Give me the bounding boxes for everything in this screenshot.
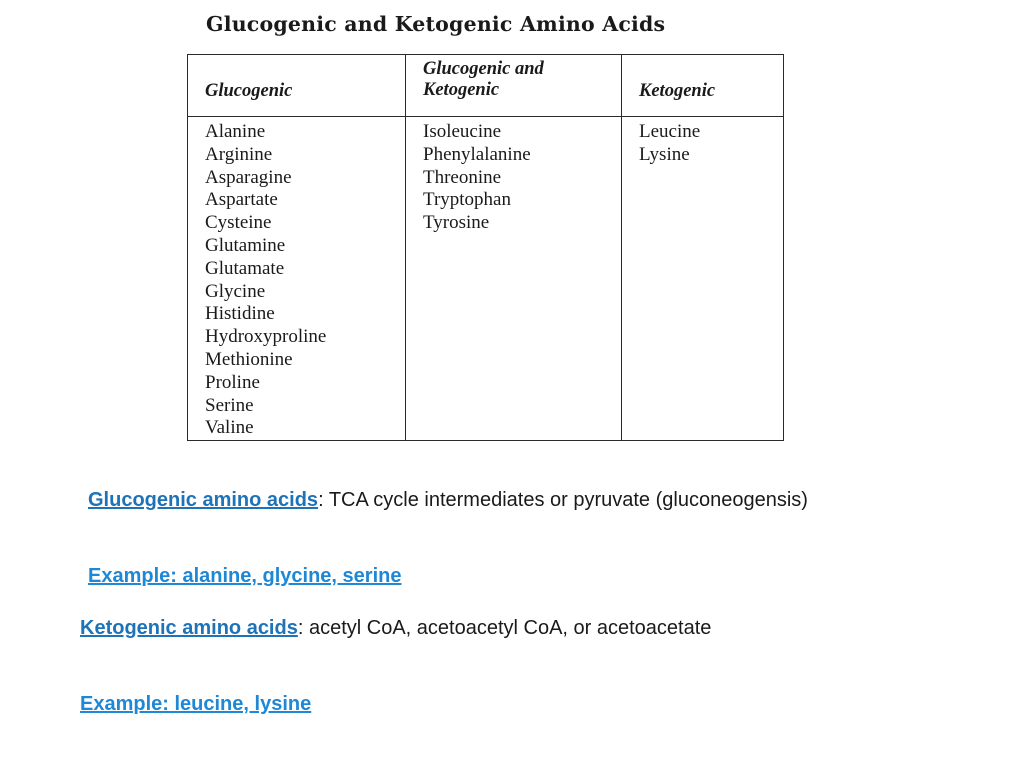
both-acid-item: Tyrosine xyxy=(423,212,490,234)
glucogenic-acid-item: Asparagine xyxy=(205,166,292,188)
cell-ketogenic xyxy=(622,117,784,441)
glucogenic-acid-item: Proline xyxy=(205,371,260,393)
header-glucogenic: Glucogenic xyxy=(188,55,406,117)
table-header-row xyxy=(188,55,784,117)
glucogenic-acid-item: Alanine xyxy=(205,121,266,142)
both-acid-item: Threonine xyxy=(423,166,502,188)
header-both-line2: Ketogenic xyxy=(423,80,500,100)
table-body-row xyxy=(188,117,784,441)
glucogenic-note xyxy=(88,486,848,515)
ketogenic-example-link[interactable]: Example: leucine, lysine xyxy=(80,693,312,715)
glucogenic-example-link[interactable]: Example: alanine, glycine, serine xyxy=(88,565,402,587)
glucogenic-acid-item: Hydroxyproline xyxy=(205,326,327,348)
ketogenic-list xyxy=(639,117,783,167)
ketogenic-note-text: : acetyl CoA, acetoacetyl CoA, or acetoacetate xyxy=(297,617,712,639)
both-acid-item: Tryptophan xyxy=(423,189,511,211)
ketogenic-acid-item: Leucine xyxy=(639,121,701,142)
glucogenic-acid-item: Aspartate xyxy=(205,189,278,211)
header-both-line1: Glucogenic and xyxy=(423,59,544,79)
both-list xyxy=(423,117,621,235)
glucogenic-term-link[interactable]: Glucogenic amino acids xyxy=(88,489,319,511)
glucogenic-acid-item: Valine xyxy=(205,417,254,439)
ketogenic-term-link[interactable]: Ketogenic amino acids xyxy=(80,617,298,639)
glucogenic-acid-item: Serine xyxy=(205,394,254,416)
glucogenic-note-text: : TCA cycle intermediates or pyruvate (gluconeogensis) xyxy=(318,489,808,511)
ketogenic-acid-item: Lysine xyxy=(639,143,690,165)
glucogenic-acid-item: Glycine xyxy=(205,280,266,302)
glucogenic-acid-item: Methionine xyxy=(205,348,293,370)
ketogenic-note xyxy=(80,614,780,643)
both-acid-item: Phenylalanine xyxy=(423,143,531,165)
cell-both xyxy=(406,117,622,441)
header-glucogenic-and-ketogenic xyxy=(406,55,622,117)
glucogenic-acid-item: Histidine xyxy=(205,303,275,325)
both-acid-item: Isoleucine xyxy=(423,121,502,142)
cell-glucogenic xyxy=(188,117,406,441)
glucogenic-list xyxy=(205,117,405,440)
glucogenic-acid-item: Glutamate xyxy=(205,257,285,279)
glucogenic-acid-item: Arginine xyxy=(205,143,273,165)
header-ketogenic: Ketogenic xyxy=(622,55,784,117)
glucogenic-acid-item: Cysteine xyxy=(205,212,272,234)
glucogenic-acid-item: Glutamine xyxy=(205,234,286,256)
amino-acid-table xyxy=(187,54,784,441)
table-title: Glucogenic and Ketogenic Amino Acids xyxy=(206,12,666,36)
